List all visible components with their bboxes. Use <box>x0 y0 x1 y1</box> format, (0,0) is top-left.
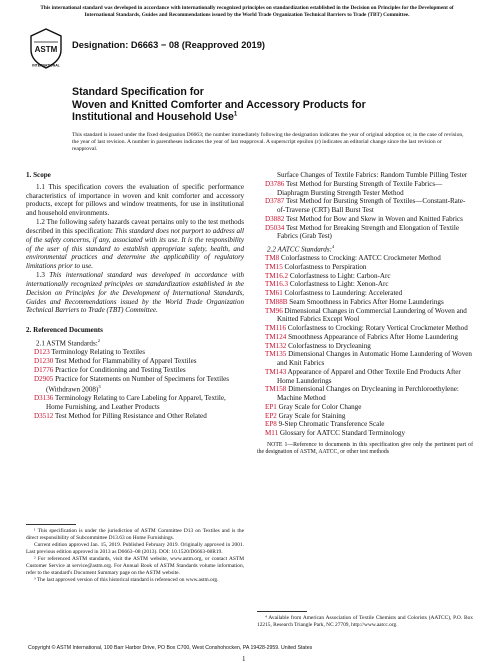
scope-paragraph-1: 1.1 This specification covers the evaluation of specific performance characteristics of importance in woven and knit comforter and accessory products, except for pillows and window treatments, for use in institutional and household environments. <box>26 182 244 217</box>
reference-code-link[interactable]: D1776 <box>34 365 54 374</box>
reference-item <box>26 375 244 395</box>
reference-code-link[interactable]: TM8 <box>265 254 280 263</box>
right-column <box>257 171 473 456</box>
scope-p2-italic: This standard does not purport to address all of the safety concerns, if any, associated with its use. It is the responsibility of the user of this standard to establish appropriate safety, health, and environmental practices and determine the applicability of regulatory limitations prior to use. <box>26 227 244 270</box>
scope-p2-plain: 1.2 The following safety hazards caveat pertains only to the test methods described in this specification: <box>26 218 244 235</box>
reference-item <box>257 254 473 263</box>
note-1: NOTE 1—Reference to documents in this specification give only the pertinent part of the designation of ASTM, AATCC, or other test methods <box>257 441 473 455</box>
scope-paragraph-2 <box>26 218 244 271</box>
reference-item <box>26 412 244 421</box>
reference-code-link[interactable]: D2905 <box>34 374 54 383</box>
astm-label-sup: 2 <box>97 338 100 344</box>
reference-code-link[interactable]: D3787 <box>265 197 285 206</box>
reference-code-link[interactable]: TM143 <box>265 367 287 376</box>
reference-title: Glossary for AATCC Standard Terminology <box>279 429 405 438</box>
reference-title: Test Method for Bursting Strength of Textile Fabrics—Diaphragm Bursting Strength Tester Method <box>277 179 443 197</box>
reference-code-link[interactable]: TM88B <box>265 297 288 306</box>
reference-title: Colorfastness to Perspiration <box>284 262 367 271</box>
reference-title: Gray Scale for Staining <box>278 411 346 420</box>
designation: Designation: D6663 − 08 (Reapproved 2019) <box>72 40 265 50</box>
reference-item <box>257 420 473 429</box>
scope-p3-italic: This international standard was developed in accordance with internationally recognized principles on standardization established in the Decision on Principles for the Development of International Standards, Guides and Recommendations issued by the World Trade Organization Technical Barriers to Trade (TBT) Committee. <box>26 271 244 315</box>
reference-item <box>26 394 244 412</box>
title-line-3-text: Institutional and Household Use <box>72 111 234 124</box>
reference-code-link[interactable]: TM96 <box>265 306 283 315</box>
reference-title: Gray Scale for Color Change <box>278 402 362 411</box>
page-number: 1 <box>242 655 246 663</box>
reference-title: Colorfastness to Crocking: Rotary Vertical Crockmeter Method <box>287 324 468 333</box>
scope-paragraph-3 <box>26 271 244 315</box>
astm-reference-list-continued <box>257 180 473 241</box>
footnote-2: ² For referenced ASTM standards, visit the ASTM website, www.astm.org, or contact ASTM Customer Service at service@astm.org. For Annual Book of ASTM Standards volume information, refer to the standard's Document Summary page on the ASTM website. <box>26 556 244 576</box>
reference-title: Test Method for Bursting Strength of Textiles—Constant-Rate-of-Traverse (CRT) Ball Burst Test <box>277 197 466 214</box>
svg-text:INTERNATIONAL: INTERNATIONAL <box>32 63 60 68</box>
astm-reference-list <box>26 348 244 420</box>
reference-item <box>257 368 473 386</box>
reference-code-link[interactable]: TM15 <box>265 262 283 271</box>
reference-title: Dimensional Changes on Drycleaning in Perchloroethylene: Machine Method <box>277 385 459 403</box>
reference-item <box>257 263 473 272</box>
reference-code-link[interactable]: EP1 <box>265 402 277 411</box>
references-heading: 2. Referenced Documents <box>26 325 103 334</box>
scope-heading: 1. Scope <box>26 171 51 179</box>
reference-item <box>257 224 473 242</box>
reference-item <box>257 403 473 412</box>
reference-item <box>257 215 473 224</box>
reference-item <box>257 412 473 421</box>
reference-title: Test Method for Pilling Resistance and Other Related <box>54 411 207 420</box>
scope-p3-plain: 1.3 <box>36 271 45 280</box>
reference-title: Smoothness Appearance of Fabrics After Home Laundering <box>288 332 458 341</box>
reference-code-link[interactable]: TM116 <box>265 324 287 333</box>
reference-item <box>257 333 473 342</box>
reference-item <box>257 197 473 215</box>
reference-item <box>257 180 473 198</box>
reference-title: Test Method for Flammability of Apparel Textiles <box>54 357 197 366</box>
reference-code-link[interactable]: TM158 <box>265 385 287 394</box>
reference-title: Colorfastness to Light: Xenon-Arc <box>289 280 389 289</box>
reference-code-link[interactable]: D3512 <box>34 411 54 420</box>
reference-title: Test Method for Bow and Skew in Woven and Knitted Fabrics <box>285 214 463 223</box>
reference-title: Colorfastness to Crocking: AATCC Crockmeter Method <box>280 254 441 263</box>
reference-code-link[interactable]: TM135 <box>265 350 287 359</box>
reference-code-link[interactable]: M11 <box>265 429 279 438</box>
reference-code-link[interactable]: D1230 <box>34 357 54 366</box>
reference-code-link[interactable]: D3882 <box>265 214 285 223</box>
aatcc-label-text: 2.2 AATCC Standards: <box>267 245 332 254</box>
astm-logo <box>28 28 64 70</box>
reference-title: Dimensional Changes in Automatic Home Laundering of Woven and Knit Fabrics <box>277 350 472 368</box>
astm-standards-label <box>26 337 244 348</box>
astm-label-text: 2.1 ASTM Standards: <box>36 339 98 348</box>
reference-item <box>257 289 473 298</box>
reference-code-link[interactable]: D123 <box>34 348 50 357</box>
reference-item <box>257 298 473 307</box>
reference-item <box>257 324 473 333</box>
copyright: Copyright © ASTM International, 100 Barr Harbor Drive, PO Box C700, West Conshohocken, PA 19428-2959. United States <box>28 645 313 651</box>
reference-item <box>257 350 473 368</box>
title-line-1: Standard Specification for <box>72 86 204 98</box>
footnotes-left <box>26 528 244 585</box>
reference-code-link[interactable]: TM132 <box>265 341 287 350</box>
reference-title: Seam Smoothness in Fabrics After Home Launderings <box>289 297 444 306</box>
title-line-3 <box>72 111 452 124</box>
reference-title: Colorfastness to Laundering: Accelerated <box>284 289 403 298</box>
reference-title: Practice for Statements on Number of Specimens for Textiles (Withdrawn 2008) <box>46 374 230 394</box>
reference-item <box>257 429 473 438</box>
reference-item <box>26 348 244 357</box>
reference-code-link[interactable]: TM16.2 <box>265 271 289 280</box>
footnotes-right <box>257 615 473 629</box>
reference-title: Appearance of Apparel and Other Textile End Products After Home Launderings <box>277 367 461 385</box>
reference-code-link[interactable]: D3136 <box>34 394 54 403</box>
document-title <box>72 86 452 124</box>
standard-note: This standard is issued under the fixed designation D6663; the number immediately following the designation indicates the year of original adoption or, in the case of revision, the year of last revision. A number in parentheses indicates the year of last reapproval. A superscript epsilon (ε) indicates an editorial change since the last revision or reapproval. <box>72 132 464 152</box>
reference-code-link[interactable]: D3786 <box>265 179 285 188</box>
footnote-rule-right <box>257 611 307 612</box>
reference-item <box>257 342 473 351</box>
aatcc-label-sup: 4 <box>331 244 335 249</box>
title-footnote-mark: 1 <box>233 111 238 118</box>
top-notice: This international standard was developed in accordance with internationally recognized principles on standardization established in the Decision on Principles for the Development of International Standards, Guides and Recommendations issued by the World Trade Organization Technical Barriers to Trade (TBT) Committee. <box>40 5 454 18</box>
reference-title: Terminology Relating to Textiles <box>51 348 146 357</box>
footnote-4: ⁴ Available from American Association of Textile Chemists and Colorists (AATCC), P.O. Box 12215, Research Triangle Park, NC 27709, http://www.aatcc.org. <box>257 615 473 628</box>
reference-code-link[interactable]: D5034 <box>265 223 285 232</box>
reference-item <box>257 272 473 281</box>
reference-title: Test Method for Breaking Strength and Elongation of Textile Fabrics (Grab Test) <box>277 223 459 241</box>
footnote-1: ¹ This specification is under the jurisdiction of ASTM Committee D13 on Textiles and is the direct responsibility of Subcommittee D13.63 on Home Furnishings. <box>26 528 244 541</box>
left-column <box>26 171 244 421</box>
reference-title: Colorfastness to Drycleaning <box>288 341 371 350</box>
reference-title: Dimensional Changes in Commercial Laundering of Woven and Knitted Fabrics Except Wool <box>277 306 467 324</box>
reference-title: Terminology Relating to Care Labeling for Apparel, Textile, Home Furnishing, and Leather Products <box>46 394 226 412</box>
reference-code-link[interactable]: TM61 <box>265 289 283 298</box>
footnote-3: ³ The last approved version of this historical standard is referenced on www.astm.org. <box>34 577 219 584</box>
reference-title: Colorfastness to Light: Carbon-Arc <box>289 271 391 280</box>
reference-code-link[interactable]: EP2 <box>265 411 277 420</box>
reference-continuation: Surface Changes of Textile Fabrics: Random Tumble Pilling Tester <box>277 171 468 179</box>
astm-logo-icon <box>28 28 64 70</box>
footnote-rule-left <box>26 524 76 525</box>
reference-title: Practice for Conditioning and Testing Textiles <box>55 365 186 374</box>
reference-item <box>26 357 244 366</box>
reference-item <box>26 366 244 375</box>
reference-code-link[interactable]: TM124 <box>265 332 287 341</box>
reference-item <box>257 385 473 403</box>
aatcc-reference-list <box>257 254 473 438</box>
reference-footnote-mark: 3 <box>98 384 101 390</box>
svg-text:ASTM: ASTM <box>34 45 58 54</box>
reference-title: 9-Step Chromatic Transference Scale <box>278 420 385 429</box>
title-line-2: Woven and Knitted Comforter and Accessory Products for <box>72 98 366 111</box>
reference-item <box>257 280 473 289</box>
aatcc-standards-label <box>257 243 473 254</box>
footnote-1-edition: Current edition approved Jan. 15, 2019. Published February 2019. Originally approved in 2001. Last previous edition approved in 2013 as D6663–08 (2013). DOI: 10.1520/D6663-08R19. <box>26 542 244 555</box>
reference-code-link[interactable]: TM16.3 <box>265 280 289 289</box>
reference-item <box>257 307 473 325</box>
reference-code-link[interactable]: EP8 <box>265 420 277 429</box>
